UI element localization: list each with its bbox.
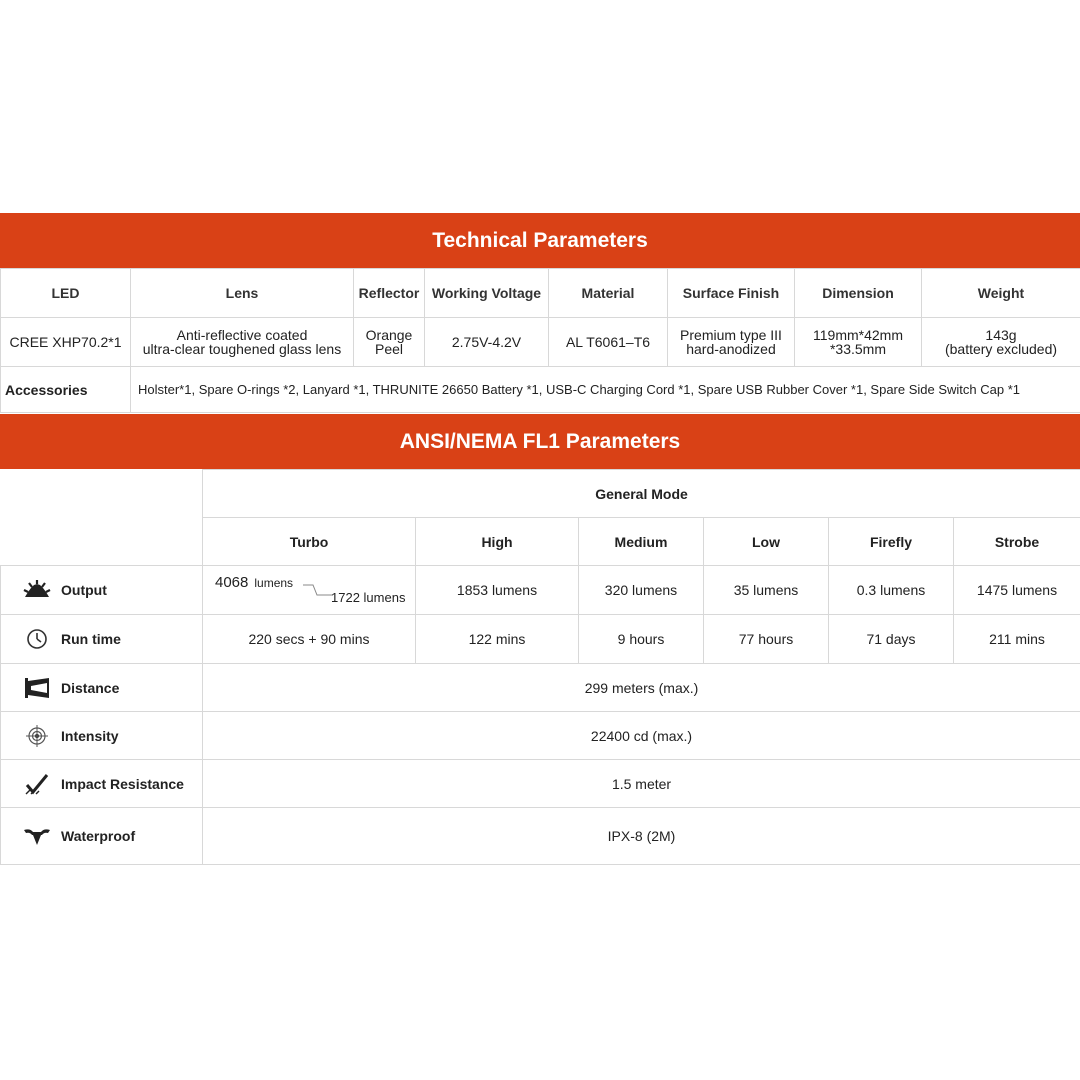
output-turbo-secondary: 1722 lumens [331, 590, 406, 605]
header-dimension: Dimension [795, 269, 922, 318]
mode-title-row [1, 470, 1080, 518]
output-low: 35 lumens [704, 566, 829, 615]
intensity-label: Intensity [61, 727, 119, 744]
value-led-line: CREE XHP70.2*1 [9, 334, 122, 350]
runtime-firefly: 71 days [829, 615, 954, 664]
mode-turbo: Turbo [203, 518, 416, 566]
header-material: Material [549, 269, 668, 318]
accessories-value: Holster*1, Spare O-rings *2, Lanyard *1, THRUNITE 26650 Battery *1, USB-C Charging Cord *1, Spare USB Rubber Cover *1, Spare Side Switch Cap *1 [131, 367, 1080, 413]
value-weight [922, 318, 1080, 367]
beam-distance-icon [23, 677, 51, 699]
value-working-voltage [425, 318, 549, 367]
header-working-voltage: Working Voltage [425, 269, 549, 318]
technical-parameters-table [0, 268, 1080, 413]
value-lens [131, 318, 354, 367]
value-reflector-line-1: Orange [365, 327, 413, 343]
ansi-parameters-title: ANSI/NEMA FL1 Parameters [399, 429, 681, 453]
value-material [549, 318, 668, 367]
runtime-medium: 9 hours [579, 615, 704, 664]
output-label-cell [1, 566, 203, 615]
output-high: 1853 lumens [416, 566, 579, 615]
runtime-label-cell [1, 615, 203, 664]
runtime-low: 77 hours [704, 615, 829, 664]
value-surface-finish [668, 318, 795, 367]
waterproof-label-cell [1, 808, 203, 865]
waterproof-label: Waterproof [61, 828, 136, 844]
ansi-parameters-table [0, 469, 1080, 865]
water-drop-icon [23, 825, 51, 847]
output-turbo-unit: lumens [254, 576, 294, 590]
value-dimension-line-2: *33.5mm [829, 341, 887, 357]
value-weight-line-2: (battery excluded) [944, 341, 1058, 357]
tech-values-row [1, 318, 1080, 367]
mode-strobe: Strobe [954, 518, 1080, 566]
mode-medium: Medium [579, 518, 704, 566]
value-finish-line-2: hard-anodized [686, 341, 776, 357]
output-turbo-main [215, 574, 293, 591]
distance-value: 299 meters (max.) [203, 664, 1080, 712]
sun-rays-icon [23, 579, 51, 601]
value-lens-line-2: ultra-clear toughened glass lens [142, 341, 342, 357]
header-surface-finish: Surface Finish [668, 269, 795, 318]
intensity-label-cell [1, 712, 203, 760]
accessories-row [1, 367, 1080, 413]
impact-row [1, 760, 1080, 808]
distance-label-cell [1, 664, 203, 712]
impact-value: 1.5 meter [203, 760, 1080, 808]
value-led [1, 318, 131, 367]
output-turbo-connector [303, 583, 333, 599]
distance-label: Distance [61, 679, 120, 696]
value-dimension [795, 318, 922, 367]
runtime-turbo: 220 secs + 90 mins [203, 615, 416, 664]
value-material-line: AL T6061–T6 [565, 334, 651, 350]
impact-label-cell [1, 760, 203, 808]
ansi-parameters-banner [0, 414, 1080, 469]
value-voltage-line: 2.75V-4.2V [451, 334, 522, 350]
output-label: Output [61, 582, 107, 598]
intensity-value: 22400 cd (max.) [203, 712, 1080, 760]
mode-low: Low [704, 518, 829, 566]
impact-drop-icon [23, 773, 51, 795]
crosshair-target-icon [23, 725, 51, 747]
distance-row [1, 664, 1080, 712]
output-strobe: 1475 lumens [954, 566, 1080, 615]
mode-high: High [416, 518, 579, 566]
value-weight-line-1: 143g [985, 327, 1017, 343]
technical-parameters-banner [0, 213, 1080, 268]
tech-header-row [1, 269, 1080, 318]
accessories-label: Accessories [1, 367, 131, 413]
header-led: LED [1, 269, 131, 318]
runtime-row [1, 615, 1080, 664]
impact-label: Impact Resistance [61, 775, 184, 792]
waterproof-value: IPX-8 (2M) [203, 808, 1080, 865]
waterproof-row [1, 808, 1080, 865]
header-lens: Lens [131, 269, 354, 318]
value-reflector [354, 318, 425, 367]
general-mode-title: General Mode [203, 470, 1080, 518]
output-firefly: 0.3 lumens [829, 566, 954, 615]
output-row [1, 566, 1080, 615]
output-turbo-main-value: 4068 [215, 574, 249, 591]
runtime-label: Run time [61, 631, 121, 647]
clock-icon [23, 628, 51, 650]
value-lens-line-1: Anti-reflective coated [176, 327, 308, 343]
mode-firefly: Firefly [829, 518, 954, 566]
header-reflector: Reflector [354, 269, 425, 318]
runtime-high: 122 mins [416, 615, 579, 664]
value-reflector-line-2: Peel [374, 341, 404, 357]
technical-parameters-title: Technical Parameters [432, 228, 648, 252]
value-finish-line-1: Premium type III [680, 327, 782, 343]
output-turbo [203, 566, 416, 615]
runtime-strobe: 211 mins [954, 615, 1080, 664]
corner-cell [1, 470, 203, 566]
intensity-row [1, 712, 1080, 760]
header-weight: Weight [922, 269, 1080, 318]
output-medium: 320 lumens [579, 566, 704, 615]
value-dimension-line-1: 119mm*42mm [813, 327, 903, 343]
